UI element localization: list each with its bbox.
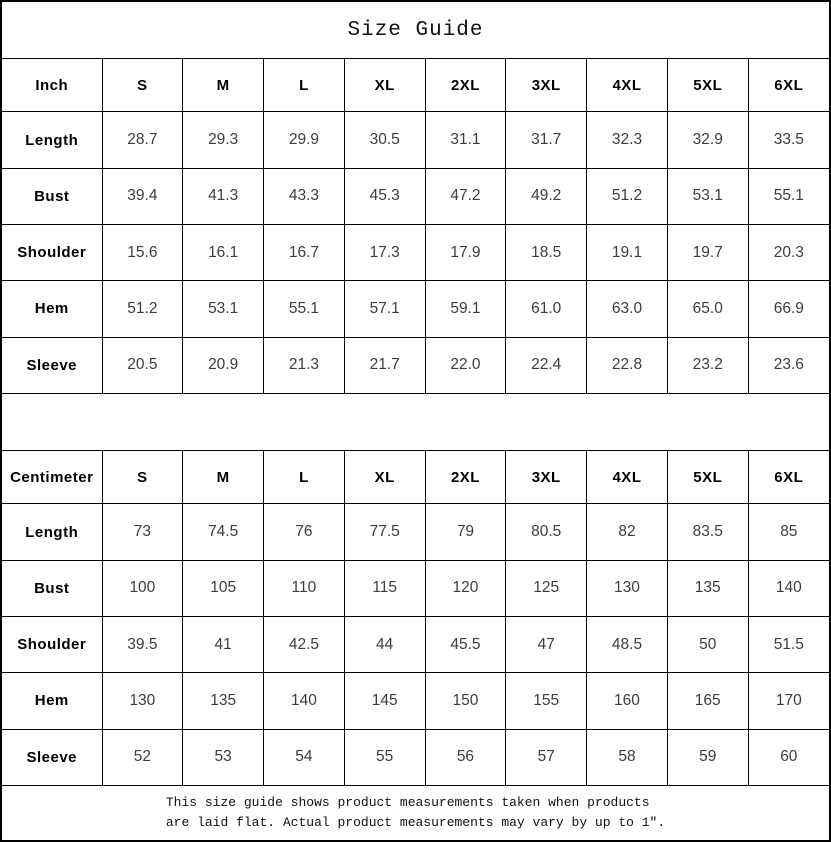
measurement-value-cell: 115 — [344, 560, 425, 616]
measurement-value-cell: 52 — [102, 729, 183, 785]
size-guide-header — [2, 2, 829, 58]
measurement-value-cell: 120 — [425, 560, 506, 616]
measurement-value-cell: 77.5 — [344, 504, 425, 560]
measurement-value-cell: 54 — [264, 729, 345, 785]
measurement-value-cell: 41.3 — [183, 168, 264, 224]
measurement-value-cell: 155 — [506, 673, 587, 729]
measurement-value-cell: 31.7 — [506, 112, 587, 168]
measurement-value-cell: 51.5 — [748, 616, 829, 672]
row-label-cell: Shoulder — [2, 616, 102, 672]
measurement-value-cell: 51.2 — [102, 281, 183, 337]
table-gap-spacer — [2, 394, 829, 450]
measurement-value-cell: 165 — [667, 673, 748, 729]
measurement-value-cell: 23.6 — [748, 337, 829, 393]
measurement-value-cell: 59.1 — [425, 281, 506, 337]
measurement-value-cell: 19.1 — [587, 224, 668, 280]
measurement-value-cell: 17.9 — [425, 224, 506, 280]
page-title: Size Guide — [347, 18, 484, 42]
measurement-value-cell: 66.9 — [748, 281, 829, 337]
size-column-header: 6XL — [748, 451, 829, 504]
measurement-value-cell: 130 — [587, 560, 668, 616]
measurement-value-cell: 57 — [506, 729, 587, 785]
measurement-row — [2, 616, 829, 672]
measurement-value-cell: 61.0 — [506, 281, 587, 337]
measurement-value-cell: 45.3 — [344, 168, 425, 224]
row-label-cell: Length — [2, 504, 102, 560]
measurement-value-cell: 140 — [748, 560, 829, 616]
measurement-value-cell: 140 — [264, 673, 345, 729]
measurement-row — [2, 224, 829, 280]
size-column-header: 2XL — [425, 451, 506, 504]
size-column-header: M — [183, 451, 264, 504]
measurement-value-cell: 53.1 — [667, 168, 748, 224]
size-column-header: XL — [344, 59, 425, 112]
row-label-cell: Bust — [2, 560, 102, 616]
measurement-value-cell: 44 — [344, 616, 425, 672]
measurement-value-cell: 22.0 — [425, 337, 506, 393]
measurement-value-cell: 63.0 — [587, 281, 668, 337]
size-column-header: M — [183, 59, 264, 112]
measurement-value-cell: 59 — [667, 729, 748, 785]
measurement-row — [2, 337, 829, 393]
size-header-row — [2, 451, 829, 504]
unit-label-cell: Centimeter — [2, 451, 102, 504]
measurement-value-cell: 31.1 — [425, 112, 506, 168]
unit-label-cell: Inch — [2, 59, 102, 112]
measurement-value-cell: 32.9 — [667, 112, 748, 168]
footer-note-text — [166, 793, 665, 833]
row-label-cell: Hem — [2, 673, 102, 729]
size-column-header: 3XL — [506, 59, 587, 112]
measurement-row — [2, 168, 829, 224]
size-column-header: 2XL — [425, 59, 506, 112]
row-label-cell: Bust — [2, 168, 102, 224]
footer-note-line-1: This size guide shows product measurements taken when products — [165, 795, 650, 810]
measurement-value-cell: 32.3 — [587, 112, 668, 168]
footer-note — [2, 786, 829, 840]
centimeter-size-table — [2, 450, 829, 786]
measurement-value-cell: 53.1 — [183, 281, 264, 337]
size-column-header: 5XL — [667, 451, 748, 504]
measurement-value-cell: 80.5 — [506, 504, 587, 560]
measurement-value-cell: 16.1 — [183, 224, 264, 280]
size-column-header: 4XL — [587, 59, 668, 112]
measurement-value-cell: 20.3 — [748, 224, 829, 280]
footer-note-line-2: are laid flat. Actual product measurements may vary by up to 1″. — [165, 815, 666, 830]
measurement-value-cell: 47.2 — [425, 168, 506, 224]
measurement-row — [2, 281, 829, 337]
measurement-value-cell: 29.3 — [183, 112, 264, 168]
size-column-header: 3XL — [506, 451, 587, 504]
row-label-cell: Sleeve — [2, 337, 102, 393]
measurement-row — [2, 560, 829, 616]
row-label-cell: Length — [2, 112, 102, 168]
measurement-value-cell: 79 — [425, 504, 506, 560]
size-column-header: L — [264, 59, 345, 112]
measurement-value-cell: 85 — [748, 504, 829, 560]
measurement-value-cell: 170 — [748, 673, 829, 729]
measurement-value-cell: 49.2 — [506, 168, 587, 224]
measurement-value-cell: 45.5 — [425, 616, 506, 672]
measurement-value-cell: 57.1 — [344, 281, 425, 337]
measurement-value-cell: 150 — [425, 673, 506, 729]
measurement-row — [2, 112, 829, 168]
size-column-header: 6XL — [748, 59, 829, 112]
measurement-row — [2, 673, 829, 729]
measurement-value-cell: 55 — [344, 729, 425, 785]
measurement-value-cell: 28.7 — [102, 112, 183, 168]
measurement-value-cell: 33.5 — [748, 112, 829, 168]
measurement-value-cell: 130 — [102, 673, 183, 729]
measurement-value-cell: 39.5 — [102, 616, 183, 672]
measurement-value-cell: 48.5 — [587, 616, 668, 672]
measurement-value-cell: 135 — [667, 560, 748, 616]
measurement-value-cell: 160 — [587, 673, 668, 729]
measurement-value-cell: 51.2 — [587, 168, 668, 224]
measurement-value-cell: 83.5 — [667, 504, 748, 560]
measurement-value-cell: 100 — [102, 560, 183, 616]
measurement-value-cell: 55.1 — [264, 281, 345, 337]
measurement-value-cell: 53 — [183, 729, 264, 785]
measurement-value-cell: 30.5 — [344, 112, 425, 168]
measurement-value-cell: 39.4 — [102, 168, 183, 224]
measurement-value-cell: 43.3 — [264, 168, 345, 224]
measurement-row — [2, 729, 829, 785]
size-column-header: 5XL — [667, 59, 748, 112]
row-label-cell: Hem — [2, 281, 102, 337]
measurement-value-cell: 19.7 — [667, 224, 748, 280]
measurement-value-cell: 22.4 — [506, 337, 587, 393]
measurement-value-cell: 76 — [264, 504, 345, 560]
measurement-value-cell: 16.7 — [264, 224, 345, 280]
measurement-value-cell: 29.9 — [264, 112, 345, 168]
measurement-value-cell: 145 — [344, 673, 425, 729]
measurement-value-cell: 50 — [667, 616, 748, 672]
row-label-cell: Sleeve — [2, 729, 102, 785]
measurement-value-cell: 47 — [506, 616, 587, 672]
size-column-header: S — [102, 451, 183, 504]
measurement-value-cell: 22.8 — [587, 337, 668, 393]
measurement-value-cell: 21.7 — [344, 337, 425, 393]
size-column-header: XL — [344, 451, 425, 504]
measurement-value-cell: 41 — [183, 616, 264, 672]
measurement-value-cell: 58 — [587, 729, 668, 785]
measurement-value-cell: 56 — [425, 729, 506, 785]
measurement-value-cell: 23.2 — [667, 337, 748, 393]
measurement-value-cell: 73 — [102, 504, 183, 560]
measurement-value-cell: 60 — [748, 729, 829, 785]
size-column-header: 4XL — [587, 451, 668, 504]
measurement-value-cell: 42.5 — [264, 616, 345, 672]
measurement-value-cell: 20.9 — [183, 337, 264, 393]
measurement-value-cell: 18.5 — [506, 224, 587, 280]
row-label-cell: Shoulder — [2, 224, 102, 280]
measurement-row — [2, 504, 829, 560]
measurement-value-cell: 82 — [587, 504, 668, 560]
measurement-value-cell: 125 — [506, 560, 587, 616]
measurement-value-cell: 17.3 — [344, 224, 425, 280]
size-column-header: S — [102, 59, 183, 112]
measurement-value-cell: 110 — [264, 560, 345, 616]
measurement-value-cell: 55.1 — [748, 168, 829, 224]
inch-size-table — [2, 58, 829, 394]
measurement-value-cell: 65.0 — [667, 281, 748, 337]
measurement-value-cell: 105 — [183, 560, 264, 616]
size-column-header: L — [264, 451, 345, 504]
measurement-value-cell: 74.5 — [183, 504, 264, 560]
measurement-value-cell: 135 — [183, 673, 264, 729]
measurement-value-cell: 15.6 — [102, 224, 183, 280]
measurement-value-cell: 20.5 — [102, 337, 183, 393]
measurement-value-cell: 21.3 — [264, 337, 345, 393]
size-header-row — [2, 59, 829, 112]
